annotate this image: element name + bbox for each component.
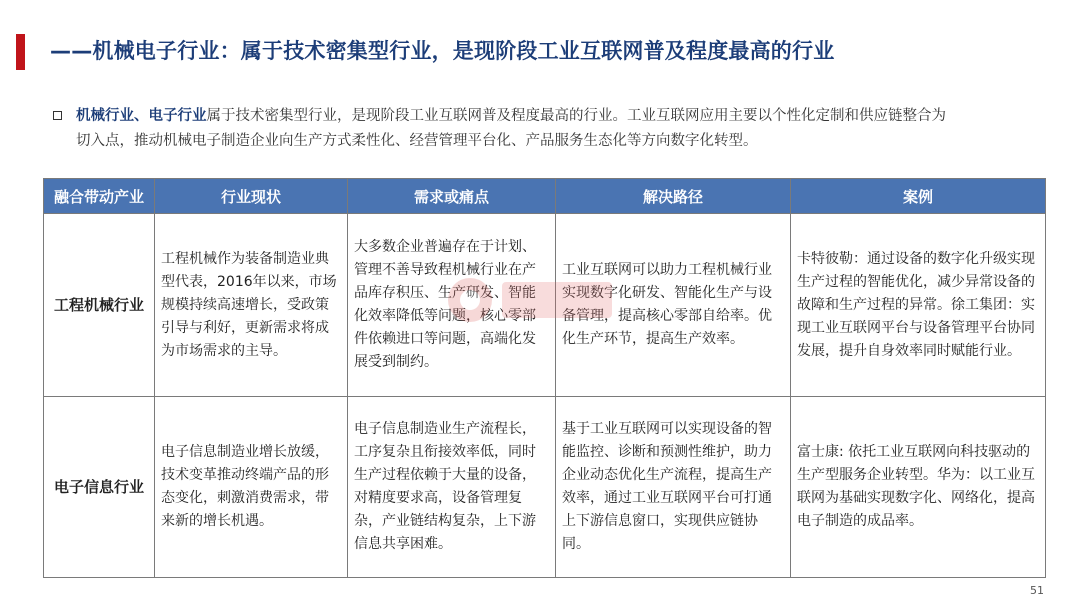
pain-point-cell: 电子信息制造业生产流程长，工序复杂且衔接效率低，同时生产过程依赖于大量的设备，对精度要求高，设备管理复杂，产业链结构复杂，上下游信息共享困难。 bbox=[348, 397, 556, 578]
column-header: 融合带动产业 bbox=[44, 179, 155, 214]
status-cell: 工程机械作为装备制造业典型代表，2016年以来，市场规模持续高速增长，受政策引导与利好，更新需求将成为市场需求的主导。 bbox=[155, 214, 348, 397]
intro-line-1-text: 属于技术密集型行业，是现阶段工业互联网普及程度最高的行业。工业互联网应用主要以个性化定制和供应链整合为 bbox=[206, 108, 946, 124]
page-title: ——机械电子行业：属于技术密集型行业，是现阶段工业互联网普及程度最高的行业 bbox=[50, 39, 835, 63]
industry-table bbox=[43, 178, 1046, 578]
column-header: 行业现状 bbox=[155, 179, 348, 214]
case-cell: 富士康: 依托工业互联网向科技驱动的生产型服务企业转型。华为：以工业互联网为基础实现数字化、网络化，提高电子制造的成品率。 bbox=[791, 397, 1046, 578]
industry-cell: 工程机械行业 bbox=[44, 214, 155, 397]
table-row bbox=[44, 397, 1046, 578]
case-cell: 卡特彼勒：通过设备的数字化升级实现生产过程的智能优化，减少异常设备的故障和生产过程的异常。徐工集团：实现工业互联网平台与设备管理平台协同发展，提升自身效率同时赋能行业。 bbox=[791, 214, 1046, 397]
page-number: 51 bbox=[1030, 584, 1044, 597]
title-accent-bar bbox=[16, 34, 25, 70]
status-cell: 电子信息制造业增长放缓，技术变革推动终端产品的形态变化，刺激消费需求，带来新的增长机遇。 bbox=[155, 397, 348, 578]
column-header: 需求或痛点 bbox=[348, 179, 556, 214]
solution-cell: 工业互联网可以助力工程机械行业实现数字化研发、智能化生产与设备管理，提高核心零部自给率。优化生产环节，提高生产效率。 bbox=[556, 214, 791, 397]
intro-lead: 机械行业、电子行业 bbox=[76, 108, 207, 124]
square-bullet-icon bbox=[53, 111, 62, 120]
table-header-row bbox=[44, 179, 1046, 214]
table-row bbox=[44, 214, 1046, 397]
industry-cell: 电子信息行业 bbox=[44, 397, 155, 578]
intro-paragraph bbox=[50, 104, 1035, 154]
solution-cell: 基于工业互联网可以实现设备的智能监控、诊断和预测性维护，助力企业动态优化生产流程，提高生产效率，通过工业互联网平台可打通上下游信息窗口，实现供应链协同。 bbox=[556, 397, 791, 578]
pain-point-cell: 大多数企业普遍存在于计划、管理不善导致程机械行业在产品库存积压、生产研发、智能化效率降低等问题，核心零部件依赖进口等问题，高端化发展受到制约。 bbox=[348, 214, 556, 397]
column-header: 解决路径 bbox=[556, 179, 791, 214]
intro-line-2: 切入点，推动机械电子制造企业向生产方式柔性化、经营管理平台化、产品服务生态化等方向数字化转型。 bbox=[76, 133, 758, 149]
column-header: 案例 bbox=[791, 179, 1046, 214]
intro-line-1 bbox=[50, 104, 1035, 129]
